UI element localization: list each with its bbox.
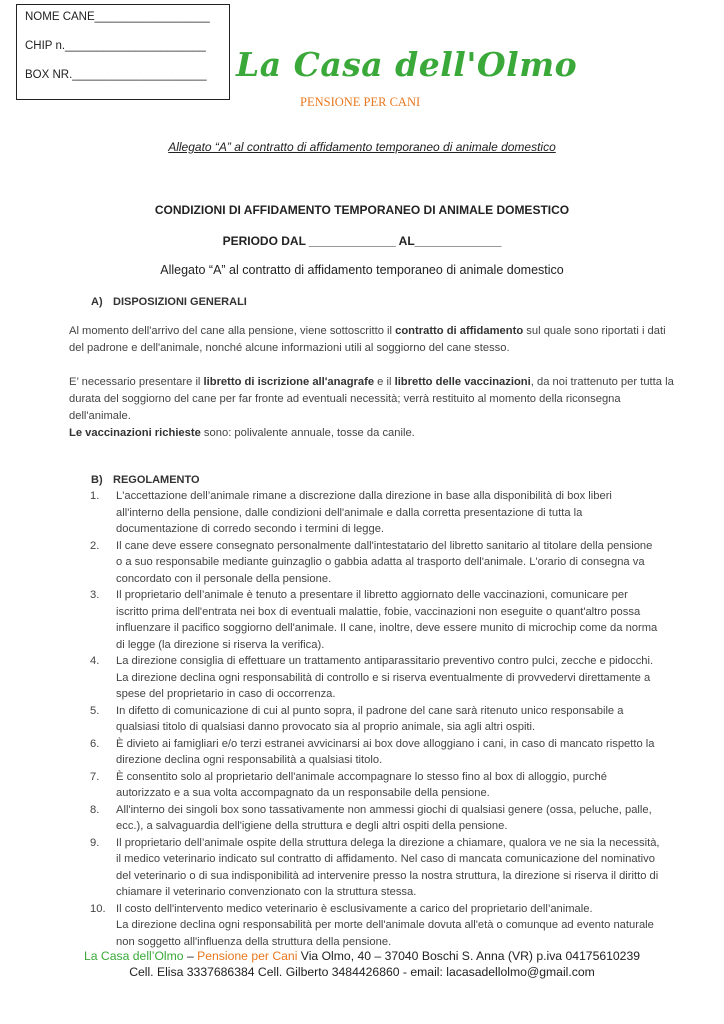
box-number-field[interactable]: BOX NR._____________________	[25, 69, 207, 81]
section-b-heading	[91, 474, 200, 486]
item-number: 4.	[90, 655, 100, 667]
footer-subbrand: Pensione per Cani	[197, 949, 298, 963]
main-title: CONDIZIONI DI AFFIDAMENTO TEMPORANEO DI ANIMALE DOMESTICO	[154, 203, 570, 217]
list-item	[90, 802, 660, 835]
item-text: In difetto di comunicazione di cui al punto sopra, il padrone del cane sarà ritenuto unico responsabile a qualsiasi titolo di qualsiasi danno provocato sia al proprio animale, sia agli altri ospiti.	[116, 704, 624, 733]
list-item	[90, 736, 660, 769]
item-text: È consentito solo al proprietario dell'animale accompagnare lo stesso fino al box di alloggio, purché autorizzato e a sua volta accompagnato da un responsabile della pensione.	[116, 770, 607, 799]
rules-list	[90, 488, 660, 950]
item-text: Il proprietario dell’animale è tenuto a presentare il libretto aggiornato delle vaccinazioni, comunicare per iscritto prima dell'entrata nei box di eventuali malattie, fobie, vaccinazioni non eseguite o quant'altro possa influenzare il pacifico soggiorno dell'animale. Il cane, inoltre, deve essere munito di microchip come da norma di legge (la direzione si riserva la verifica).	[116, 589, 658, 651]
item-text: All'interno dei singoli box sono tassativamente non ammessi giochi di qualsiasi genere (ossa, peluche, palle, ecc.), a salvaguardia dell'igiene della struttura e degli altri ospiti della pensione.	[116, 803, 652, 832]
list-item	[90, 901, 660, 951]
section-title: REGOLAMENTO	[113, 474, 200, 486]
footer-dash: –	[183, 949, 198, 963]
text: , da noi trattenuto per tutta la durata del soggiorno del cane per far fronte ad eventuali necessità; verrà restituito al momento della riconsegna dell'animale.	[69, 376, 674, 422]
item-number: 7.	[90, 770, 100, 783]
text: sono: polivalente annuale, tosse da canile.	[200, 427, 415, 439]
section-letter: A)	[91, 296, 103, 308]
item-number: 6.	[90, 737, 100, 750]
text: E’ necessario presentare il	[69, 376, 204, 388]
item-number: 8.	[90, 803, 100, 816]
paragraph-contract	[69, 323, 679, 357]
attachment-title: Allegato “A” al contratto di affidamento temporaneo di animale domestico	[168, 140, 556, 154]
list-item	[90, 488, 660, 538]
item-text: Il cane deve essere consegnato personalmente dall'intestatario del libretto sanitario al titolare della pensione o a suo responsabile mediante guinzaglio o gabbia adatta al trasporto dell'animale. L'orario di consegna va concordato con il personale della pensione.	[116, 539, 653, 585]
bold-text: Le vaccinazioni richieste	[69, 427, 201, 439]
dog-info-box	[16, 4, 230, 100]
section-title: DISPOSIZIONI GENERALI	[113, 296, 247, 308]
item-number: 5.	[90, 704, 100, 717]
list-item	[90, 587, 660, 653]
brand-subtitle: PENSIONE PER CANI	[300, 95, 421, 109]
paragraph-vaccinations	[69, 425, 679, 442]
bold-text: libretto di iscrizione all'anagrafe	[203, 376, 375, 388]
footer-contacts: Cell. Elisa 3337686384 Cell. Gilberto 3484426860 - email: lacasadellolmo@gmail.com	[129, 965, 595, 979]
text: sul quale sono riportati i dati del padrone e dell'animale, nonché alcune informazioni utili al soggiorno del cane stesso.	[69, 325, 666, 354]
item-number: 3.	[90, 589, 100, 601]
text: Al momento dell'arrivo del cane alla pensione, viene sottoscritto il	[69, 325, 396, 337]
brand-logo: La Casa dell'Olmo	[236, 45, 578, 84]
item-text: Il costo dell'intervento medico veterinario è esclusivamente a carico del proprietario dell’animale. La direzione declina ogni responsabilità per morte dell'animale dovuta all'età o comunque ad evento naturale non soggetto all'influenza della struttura della pensione.	[116, 902, 654, 948]
list-item	[90, 703, 660, 736]
list-item	[90, 653, 660, 703]
section-a-heading	[91, 296, 247, 308]
bold-text: contratto di affidamento	[395, 325, 524, 337]
bold-text: libretto delle vaccinazioni	[394, 376, 531, 388]
item-text: La direzione consiglia di effettuare un trattamento antiparassitario preventivo contro pulci, zecche e pidocchi. La direzione declina ogni responsabilità di controllo e si riserva eventualmente di provvedervi direttamente a spese del proprietario in caso di occorrenza.	[116, 655, 654, 700]
text: e il	[374, 376, 395, 388]
list-item	[90, 835, 660, 901]
list-item	[90, 538, 660, 588]
section-letter: B)	[91, 474, 103, 486]
footer-address-line	[0, 949, 724, 963]
period-line[interactable]: PERIODO DAL _____________ AL_____________	[222, 234, 502, 248]
chip-number-field[interactable]: CHIP n.______________________	[25, 40, 206, 52]
list-item	[90, 769, 660, 802]
item-number: 2.	[90, 539, 100, 552]
item-text: L'accettazione dell’animale rimane a discrezione dalla direzione in base alla disponibilità di box liberi all'interno della pensione, dalle condizioni dell'animale e dalla corretta presentazione di tutta la documentazione di corredo secondo i termini di legge.	[116, 490, 612, 535]
item-text: È divieto ai famigliari e/o terzi estranei avvicinarsi ai box dove alloggiano i cani, in caso di mancato rispetto la direzione declina ogni responsabilità a qualsiasi titolo.	[116, 737, 655, 766]
item-text: Il proprietario dell’animale ospite della struttura delega la direzione a chiamare, qualora ve ne sia la necessità, il medico veterinario indicato sul contratto di affidamento. Nel caso di mancata comunicazione del nominativo del veterinario o di sua indisponibilità ad intervenire presso la nostra struttura, la direzione si riserva il diritto di chiamare il veterinario convenzionato con la struttura stessa.	[116, 836, 660, 898]
item-number: 9.	[90, 836, 100, 849]
item-number: 10.	[90, 902, 106, 915]
item-number: 1.	[90, 490, 100, 502]
paragraph-documents	[69, 374, 679, 425]
footer-address: Via Olmo, 40 – 37040 Boschi S. Anna (VR) p.iva 04175610239	[297, 949, 641, 963]
dog-name-field[interactable]: NOME CANE__________________	[25, 11, 210, 23]
footer-brand: La Casa dell’Olmo	[83, 949, 184, 963]
attachment-subtitle: Allegato “A” al contratto di affidamento temporaneo di animale domestico	[160, 263, 564, 277]
